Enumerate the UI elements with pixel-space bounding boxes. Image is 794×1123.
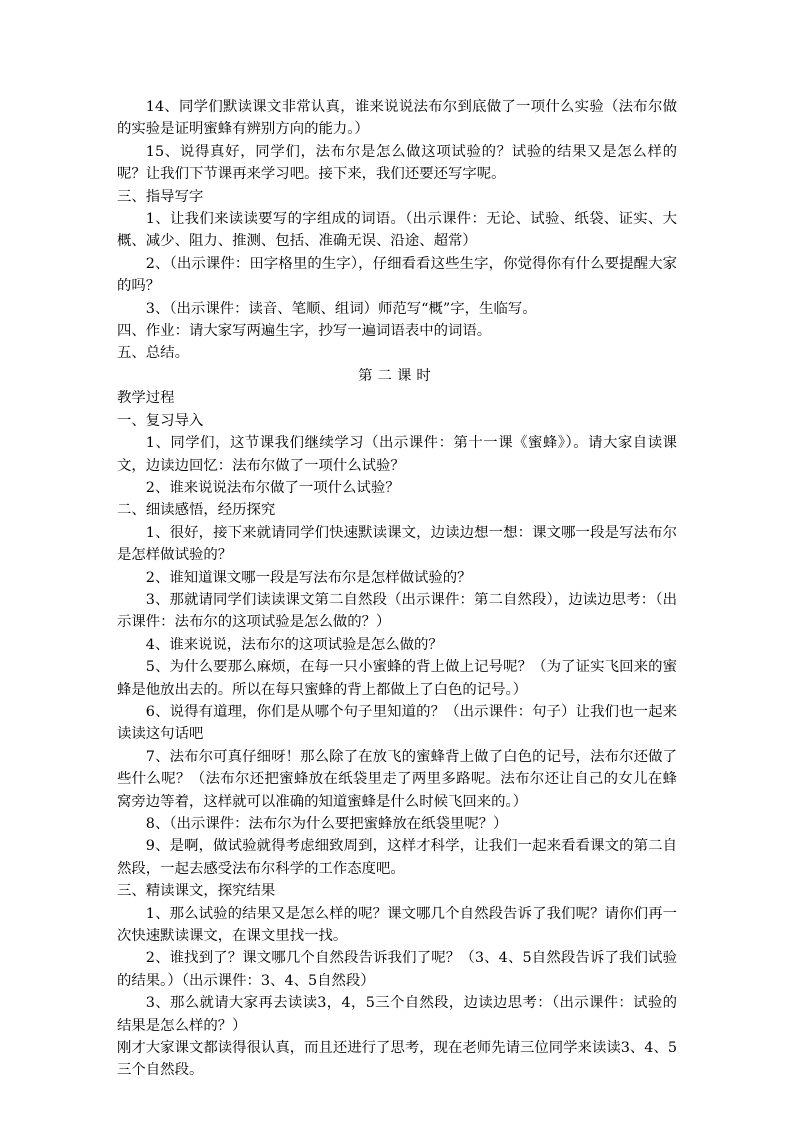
section-heading-explore: 二、细读感悟，经历探究 (117, 502, 276, 519)
lesson-title: 第二课时 (358, 367, 436, 384)
paragraph-explore-7: 7、法布尔可真仔细呀！那么除了在放飞的蜜蜂背上做了白色的记号，法布尔还做了些什么呢？（法布尔还把蜜蜂放在纸袋里走了两里多路呢。法布尔还让自己的女儿在蜂窝旁边等着，这样就可以准确的知道蜜蜂是什么时候飞回来的。） (117, 748, 677, 810)
paragraph-14: 14、同学们默读课文非常认真，谁来说说法布尔到底做了一项什么实验（法布尔做的实验是证明蜜蜂有辨别方向的能力。） (117, 99, 677, 138)
document-body (117, 96, 677, 1082)
paragraph-explore-8: 8、（出示课件：法布尔为什么要把蜜蜂放在纸袋里呢？） (145, 816, 508, 832)
section-heading-summary: 五、总结。 (117, 345, 189, 362)
paragraph-explore-3: 3、那就请同学们读读课文第二自然段（出示课件：第二自然段），边读边思考：（出示课件：法布尔的这项试验是怎么做的？） (117, 591, 677, 631)
paragraph-explore-5: 5、为什么要那么麻烦，在每一只小蜜蜂的背上做上记号呢？（为了证实飞回来的蜜蜂是他放出去的。所以在每只蜜蜂的背上都做上了白色的记号。） (117, 659, 677, 698)
paragraph-results-closing: 刚才大家课文都读得很认真，而且还进行了思考，现在老师先请三位同学来读读3、4、5三个自然段。 (117, 1040, 677, 1079)
paragraph-results-1: 1、那么试验的结果又是怎么样的呢？课文哪几个自然段告诉了我们呢？请你们再一次快速默读课文，在课文里找一找。 (117, 905, 677, 945)
paragraph-results-2: 2、谁找到了？课文哪几个自然段告诉我们了呢？（3、4、5自然段告诉了我们试验的结果。）（出示课件：3、4、5自然段） (117, 950, 677, 989)
teaching-process-heading: 教学过程 (117, 390, 175, 407)
paragraph-writing-1: 1、让我们来读读要写的字组成的词语。（出示课件：无论、试验、纸袋、证实、大概、减少、阻力、推测、包括、准确无误、沿途、超常） (117, 211, 677, 250)
section-heading-results: 三、精读课文，探究结果 (117, 883, 276, 900)
paragraph-15: 15、说得真好，同学们，法布尔是怎么做这项试验的？试验的结果又是怎么样的呢？让我们下节课再来学习吧。接下来，我们还要还写字呢。 (117, 143, 677, 183)
section-heading-homework: 四、作业：请大家写两遍生字，抄写一遍词语表中的词语。 (117, 323, 492, 340)
paragraph-explore-1: 1、很好，接下来就请同学们快速默读课文，边读边想一想：课文哪一段是写法布尔是怎样做试验的？ (117, 524, 677, 564)
paragraph-results-3: 3、那么就请大家再去读读3，4，5三个自然段，边读边思考：（出示课件：试验的结果是怎么样的？） (117, 995, 677, 1034)
section-heading-review: 一、复习导入 (117, 412, 204, 429)
section-heading-writing: 三、指导写字 (117, 188, 204, 205)
paragraph-writing-2: 2、（出示课件：田字格里的生字），仔细看看这些生字，你觉得你有什么要提醒大家的吗？ (117, 255, 677, 295)
paragraph-review-1: 1、同学们，这节课我们继续学习（出示课件：第十一课《蜜蜂》）。请大家自读课文，边读边回忆：法布尔做了一项什么试验？ (117, 435, 677, 474)
paragraph-explore-9: 9、是啊，做试验就得考虑细致周到，这样才科学，让我们一起来看看课文的第二自然段，一起去感受法布尔科学的工作态度吧。 (117, 838, 677, 877)
paragraph-explore-2: 2、谁知道课文哪一段是写法布尔是怎样做试验的？ (145, 569, 472, 586)
paragraph-explore-4: 4、谁来说说，法布尔的这项试验是怎么做的？ (145, 636, 443, 653)
paragraph-review-2: 2、谁来说说法布尔做了一项什么试验？ (145, 479, 400, 496)
paragraph-writing-3: 3、（出示课件：读音、笔顺、组词）师范写“概”字，生临写。 (145, 300, 537, 317)
paragraph-explore-6: 6、说得有道理，你们是从哪个句子里知道的？（出示课件：句子）让我们也一起来读读这句话吧 (117, 703, 677, 743)
